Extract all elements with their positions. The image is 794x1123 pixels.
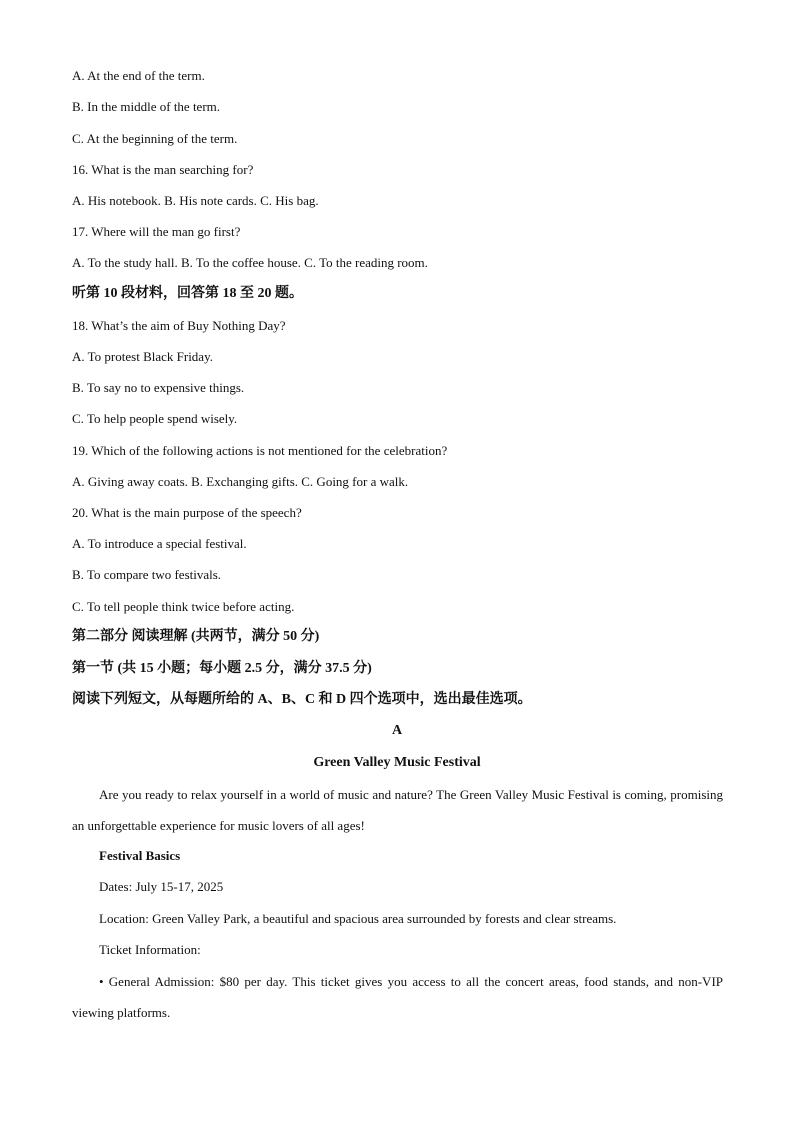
option-20c: C. To tell people think twice before acting. (72, 599, 295, 614)
option-15a: A. At the end of the term. (72, 68, 205, 83)
passage-letter: A (391, 723, 403, 738)
reading-instruction: 阅读下列短文，从每题所给的 A、B、C 和 D 四个选项中，选出最佳选项。 (72, 692, 532, 707)
section-one-heading: 第一节 (共 15 小题；每小题 2.5 分，满分 37.5 分) (72, 661, 372, 676)
option-15b: B. In the middle of the term. (72, 99, 221, 114)
option-18a: A. To protest Black Friday. (72, 349, 213, 364)
options-17: A. To the study hall. B. To the coffee house. C. To the reading room. (72, 255, 428, 270)
question-17: 17. Where will the man go first? (72, 224, 241, 239)
ticket-heading: Ticket Information: (99, 942, 201, 957)
passage-intro: Are you ready to relax yourself in a world of music and nature? The Green Valley Music Festival is coming, promising an unforgettable experience for music lovers of all ages! (72, 787, 723, 833)
question-19: 19. Which of the following actions is not mentioned for the celebration? (72, 443, 448, 458)
section-instruction-18-20: 听第 10 段材料，回答第 18 至 20 题。 (72, 286, 303, 301)
options-16: A. His notebook. B. His note cards. C. His bag. (72, 193, 319, 208)
option-15c: C. At the beginning of the term. (72, 131, 238, 146)
passage-title: Green Valley Music Festival (313, 755, 481, 770)
question-20: 20. What is the main purpose of the speech? (72, 505, 302, 520)
option-20a: A. To introduce a special festival. (72, 536, 247, 551)
option-18c: C. To help people spend wisely. (72, 411, 238, 426)
option-20b: B. To compare two festivals. (72, 567, 222, 582)
question-16: 16. What is the man searching for? (72, 162, 254, 177)
festival-location: Location: Green Valley Park, a beautiful and spacious area surrounded by forests and clear streams. (99, 911, 617, 926)
general-admission: • General Admission: $80 per day. This ticket gives you access to all the concert areas, food stands, and non-VIP viewing platforms. (72, 974, 723, 1020)
question-18: 18. What’s the aim of Buy Nothing Day? (72, 318, 286, 333)
option-18b: B. To say no to expensive things. (72, 380, 245, 395)
festival-basics-heading: Festival Basics (99, 848, 181, 863)
options-19: A. Giving away coats. B. Exchanging gifts. C. Going for a walk. (72, 474, 409, 489)
part-two-heading: 第二部分 阅读理解 (共两节，满分 50 分) (72, 629, 320, 644)
festival-dates: Dates: July 15-17, 2025 (99, 879, 224, 894)
